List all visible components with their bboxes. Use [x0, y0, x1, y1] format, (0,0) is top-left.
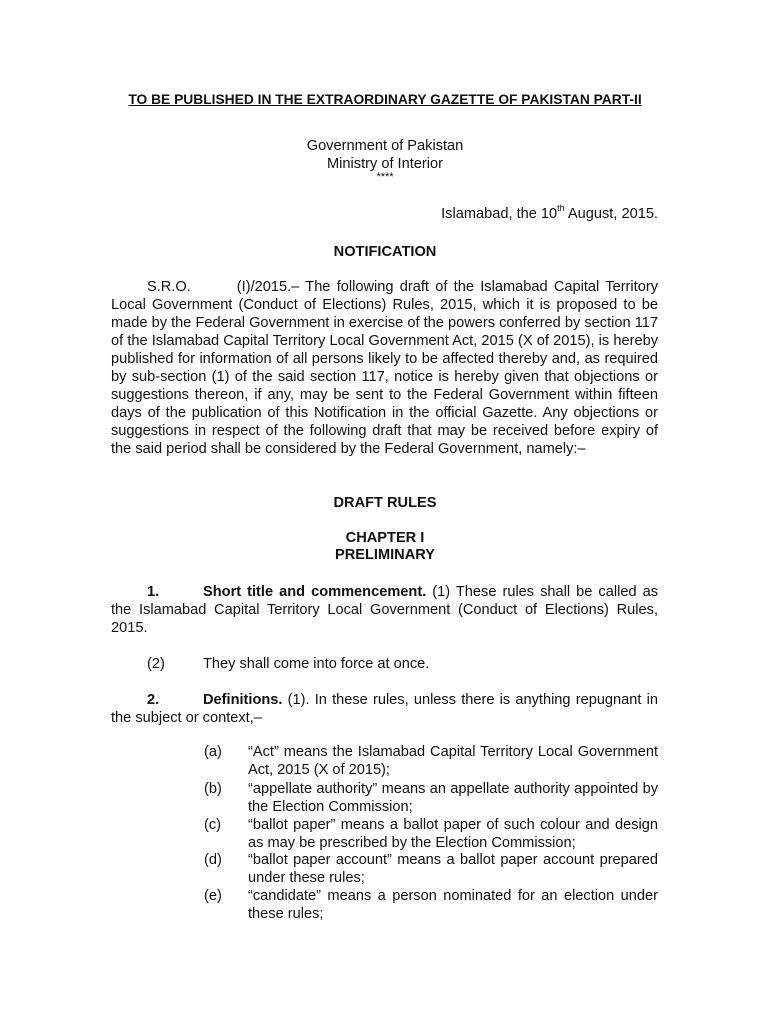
chapter-number: CHAPTER I [345, 530, 425, 546]
government-line: Government of Pakistan [306, 138, 464, 154]
rule-1-sub-text: They shall come into force at once. [203, 656, 430, 672]
clause-text: “ballot paper account” means a ballot paper account prepared under these rules; [248, 852, 658, 886]
clause-label: (b) [204, 781, 222, 797]
clause-label: (d) [204, 852, 222, 868]
gazette-heading: TO BE PUBLISHED IN THE EXTRAORDINARY GAZETTE OF PAKISTAN PART-II [128, 92, 642, 107]
date-line [441, 205, 658, 223]
rule-1 [111, 583, 658, 637]
date-superscript: th [557, 203, 565, 214]
rule-2-number: 2. [147, 692, 160, 708]
rule-1-subrule-2 [111, 655, 658, 673]
sro-label: S.R.O. [147, 279, 191, 295]
date-suffix: August, 2015. [564, 206, 658, 222]
rule-2-heading: Definitions. [203, 692, 283, 708]
ministry-line: Ministry of Interior [327, 156, 443, 172]
clause-text: “appellate authority” means an appellate authority appointed by the Election Commission; [248, 781, 658, 815]
clause-text: “candidate” means a person nominated for an election under these rules; [248, 888, 658, 922]
chapter-title: PRELIMINARY [335, 547, 435, 563]
clause-text: “ballot paper” means a ballot paper of such colour and design as may be prescribed by the Election Commission; [248, 817, 658, 851]
rule-1-number: 1. [147, 584, 160, 600]
draft-rules-title: DRAFT RULES [333, 495, 437, 511]
clause-label: (c) [204, 817, 222, 833]
rule-1-heading: Short title and commencement. [203, 584, 427, 600]
clause-label: (a) [204, 744, 222, 760]
rule-1-sub-number: (2) [147, 656, 165, 672]
rule-2-text: (1). In these rules, unless there is anything repugnant in the subject or context,– [111, 692, 658, 726]
rule-2 [111, 691, 658, 727]
separator-stars: **** [376, 171, 394, 183]
date-prefix: Islamabad, the 10 [441, 206, 558, 222]
notification-body: (I)/2015.– The following draft of the Islamabad Capital Territory Local Government (Conduct of Elections) Rules, 2015, which it is proposed to be made by the Federal Government in exercise of the powers conferred by section 117 of the Islamabad Capital Territory Local Government Act, 2015 (X of 2015), is hereby published for information of all persons likely to be affected thereby and, as required by sub-section (1) of the said section 117, notice is hereby given that objections or suggestions thereon, if any, may be sent to the Federal Government within fifteen days of the publication of this Notification in the official Gazette. Any objections or suggestions in respect of the following draft that may be received before expiry of the said period shall be considered by the Federal Government, namely:– [111, 279, 658, 457]
notification-title: NOTIFICATION [333, 244, 437, 260]
clause-label: (e) [204, 888, 222, 904]
rule-1-text: (1) These rules shall be called as the Islamabad Capital Territory Local Government (Conduct of Elections) Rules, 2015. [111, 584, 659, 636]
clause-text: “Act” means the Islamabad Capital Territory Local Government Act, 2015 (X of 2015); [248, 744, 658, 778]
notification-paragraph [111, 278, 658, 458]
